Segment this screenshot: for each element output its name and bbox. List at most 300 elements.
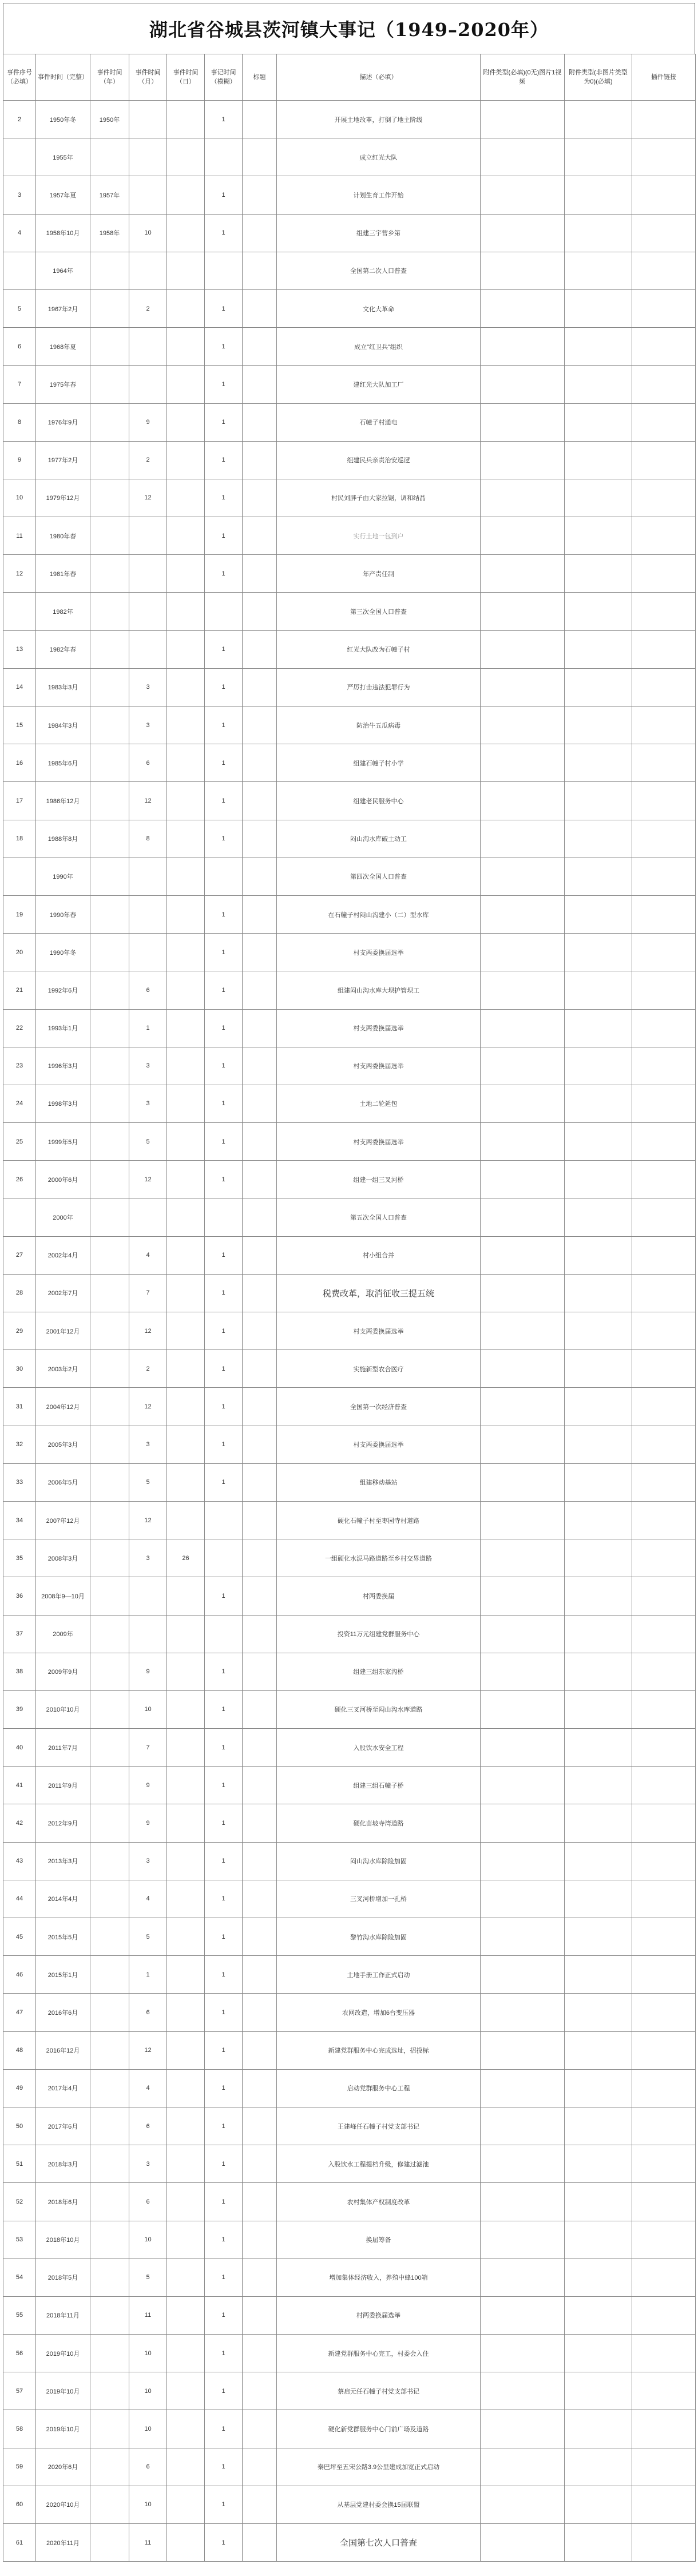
event-description-cell: 村支两委换届选举 [277, 1426, 481, 1463]
event-month-cell: 9 [129, 403, 167, 441]
event-year-cell [90, 1274, 129, 1312]
table-row [3, 1047, 696, 1085]
event-title-cell [243, 1729, 277, 1767]
event-time-cell: 2017年6月 [36, 2107, 90, 2145]
fuzzy-time-cell: 1 [205, 1085, 243, 1122]
column-header: 事件时间（月） [129, 54, 167, 101]
event-year-cell [90, 820, 129, 858]
table-row [3, 895, 696, 933]
fuzzy-time-cell: 1 [205, 176, 243, 214]
event-time-cell: 2018年6月 [36, 2183, 90, 2221]
event-month-cell: 3 [129, 1085, 167, 1122]
column-header: 事件时间（年） [90, 54, 129, 101]
event-year-cell [90, 668, 129, 706]
event-title-cell [243, 1388, 277, 1426]
event-description-cell: 实施新型农合医疗 [277, 1350, 481, 1388]
event-description-cell: 计划生育工作开始 [277, 176, 481, 214]
fuzzy-time-cell: 1 [205, 668, 243, 706]
event-day-cell [167, 2486, 205, 2523]
fuzzy-time-cell [205, 858, 243, 895]
event-number-cell [3, 858, 36, 895]
fuzzy-time-cell: 1 [205, 479, 243, 517]
event-number-cell: 19 [3, 895, 36, 933]
event-title-cell [243, 176, 277, 214]
event-title-cell [243, 706, 277, 744]
attachment-kind-cell [565, 101, 632, 138]
event-number-cell: 34 [3, 1501, 36, 1539]
attachment-kind-cell [565, 1918, 632, 1956]
table-row [3, 1350, 696, 1388]
event-month-cell: 6 [129, 744, 167, 782]
event-time-cell: 2019年10月 [36, 2410, 90, 2448]
event-month-cell: 10 [129, 2335, 167, 2372]
event-description-cell: 换届筹备 [277, 2221, 481, 2259]
column-header: 事件序号（必填） [3, 54, 36, 101]
event-month-cell: 2 [129, 1350, 167, 1388]
event-number-cell: 23 [3, 1047, 36, 1085]
attachment-kind-cell [565, 2335, 632, 2372]
event-description-cell: 土地二轮延包 [277, 1085, 481, 1122]
fuzzy-time-cell: 1 [205, 744, 243, 782]
plugin-link-cell [632, 1350, 696, 1388]
event-time-cell: 2007年12月 [36, 1501, 90, 1539]
event-year-cell [90, 1161, 129, 1198]
event-number-cell: 29 [3, 1312, 36, 1350]
plugin-link-cell [632, 2372, 696, 2410]
event-description-cell: 组建三宇营乡第 [277, 214, 481, 252]
event-title-cell [243, 1426, 277, 1463]
event-title-cell [243, 858, 277, 895]
event-number-cell: 47 [3, 1994, 36, 2031]
attachment-kind-cell [565, 630, 632, 668]
event-day-cell [167, 820, 205, 858]
attachment-type-cell [481, 1918, 565, 1956]
event-number-cell: 26 [3, 1161, 36, 1198]
attachment-type-cell [481, 1842, 565, 1880]
fuzzy-time-cell: 1 [205, 1880, 243, 1918]
table-row [3, 630, 696, 668]
event-description-cell: 实行土地一包到户 [277, 517, 481, 555]
fuzzy-time-cell: 1 [205, 782, 243, 820]
attachment-kind-cell [565, 138, 632, 176]
table-row [3, 1804, 696, 1842]
table-row [3, 1085, 696, 1122]
attachment-type-cell [481, 1615, 565, 1653]
event-description-cell: 组建一组三叉河桥 [277, 1161, 481, 1198]
fuzzy-time-cell: 1 [205, 2145, 243, 2183]
attachment-type-cell [481, 1274, 565, 1312]
attachment-kind-cell [565, 1009, 632, 1047]
event-title-cell [243, 1009, 277, 1047]
event-number-cell [3, 1198, 36, 1236]
event-day-cell [167, 1956, 205, 1994]
event-number-cell: 20 [3, 934, 36, 971]
event-description-cell: 土地手册工作正式启动 [277, 1956, 481, 1994]
event-title-cell [243, 2221, 277, 2259]
plugin-link-cell [632, 1123, 696, 1161]
attachment-type-cell [481, 1653, 565, 1690]
attachment-kind-cell [565, 1312, 632, 1350]
event-month-cell: 3 [129, 1842, 167, 1880]
column-header: 描述（必填） [277, 54, 481, 101]
event-day-cell [167, 2448, 205, 2486]
event-day-cell [167, 1880, 205, 1918]
event-number-cell: 58 [3, 2410, 36, 2448]
event-description-cell: 硬化三叉河桥至闷山沟水库道路 [277, 1690, 481, 1728]
event-month-cell: 3 [129, 1539, 167, 1577]
table-row [3, 214, 696, 252]
event-year-cell [90, 2107, 129, 2145]
table-row [3, 2372, 696, 2410]
attachment-kind-cell [565, 252, 632, 289]
attachment-type-cell [481, 1236, 565, 1274]
event-day-cell [167, 517, 205, 555]
event-number-cell: 30 [3, 1350, 36, 1388]
event-number-cell: 59 [3, 2448, 36, 2486]
event-number-cell: 11 [3, 517, 36, 555]
event-year-cell [90, 1577, 129, 1615]
event-number-cell: 48 [3, 2031, 36, 2069]
plugin-link-cell [632, 138, 696, 176]
table-row [3, 706, 696, 744]
plugin-link-cell [632, 252, 696, 289]
fuzzy-time-cell: 1 [205, 820, 243, 858]
plugin-link-cell [632, 1198, 696, 1236]
event-time-cell: 2016年6月 [36, 1994, 90, 2031]
event-year-cell [90, 895, 129, 933]
event-month-cell: 4 [129, 2069, 167, 2107]
event-month-cell: 3 [129, 1047, 167, 1085]
plugin-link-cell [632, 1956, 696, 1994]
event-time-cell: 2014年4月 [36, 1880, 90, 1918]
attachment-type-cell [481, 1198, 565, 1236]
plugin-link-cell [632, 971, 696, 1009]
event-day-cell [167, 366, 205, 403]
event-month-cell: 6 [129, 2448, 167, 2486]
event-day-cell [167, 1236, 205, 1274]
fuzzy-time-cell: 1 [205, 214, 243, 252]
table-row [3, 2031, 696, 2069]
event-year-cell [90, 2296, 129, 2334]
event-day-cell [167, 1767, 205, 1804]
table-row [3, 1312, 696, 1350]
table-row [3, 366, 696, 403]
event-day-cell [167, 555, 205, 593]
table-row [3, 2410, 696, 2448]
event-time-cell: 1964年 [36, 252, 90, 289]
table-row [3, 1009, 696, 1047]
fuzzy-time-cell: 1 [205, 1690, 243, 1728]
event-time-cell: 1976年9月 [36, 403, 90, 441]
event-number-cell: 38 [3, 1653, 36, 1690]
table-row [3, 782, 696, 820]
table-row [3, 2448, 696, 2486]
event-day-cell [167, 1123, 205, 1161]
event-year-cell: 1950年 [90, 101, 129, 138]
attachment-type-cell [481, 2259, 565, 2296]
event-year-cell: 1957年 [90, 176, 129, 214]
plugin-link-cell [632, 2069, 696, 2107]
event-time-cell: 2015年5月 [36, 1918, 90, 1956]
fuzzy-time-cell: 1 [205, 895, 243, 933]
event-month-cell: 9 [129, 1767, 167, 1804]
event-day-cell [167, 328, 205, 366]
event-year-cell [90, 934, 129, 971]
attachment-kind-cell [565, 441, 632, 479]
event-month-cell [129, 1198, 167, 1236]
event-time-cell: 1981年春 [36, 555, 90, 593]
table-row [3, 441, 696, 479]
attachment-type-cell [481, 101, 565, 138]
event-description-cell: 石幢子村通电 [277, 403, 481, 441]
table-row [3, 2524, 696, 2562]
event-year-cell [90, 1463, 129, 1501]
header-row [3, 54, 696, 101]
fuzzy-time-cell [205, 1615, 243, 1653]
fuzzy-time-cell: 1 [205, 2448, 243, 2486]
event-description-cell: 村支两委换届选举 [277, 1047, 481, 1085]
event-title-cell [243, 895, 277, 933]
event-year-cell [90, 1047, 129, 1085]
event-year-cell [90, 289, 129, 327]
event-month-cell: 5 [129, 1918, 167, 1956]
event-title-cell [243, 101, 277, 138]
event-year-cell [90, 555, 129, 593]
plugin-link-cell [632, 1161, 696, 1198]
plugin-link-cell [632, 1653, 696, 1690]
fuzzy-time-cell: 1 [205, 630, 243, 668]
table-row [3, 2145, 696, 2183]
table-row [3, 934, 696, 971]
attachment-type-cell [481, 366, 565, 403]
event-time-cell: 1982年 [36, 593, 90, 630]
attachment-type-cell [481, 2448, 565, 2486]
attachment-kind-cell [565, 820, 632, 858]
event-number-cell: 49 [3, 2069, 36, 2107]
attachment-type-cell [481, 895, 565, 933]
attachment-type-cell [481, 2107, 565, 2145]
attachment-kind-cell [565, 1729, 632, 1767]
event-month-cell [129, 366, 167, 403]
event-number-cell: 37 [3, 1615, 36, 1653]
event-number-cell: 28 [3, 1274, 36, 1312]
event-year-cell [90, 1767, 129, 1804]
event-number-cell: 6 [3, 328, 36, 366]
event-time-cell: 1990年春 [36, 895, 90, 933]
event-title-cell [243, 1501, 277, 1539]
column-header: 附件类型(非图片类型为0)(必填) [565, 54, 632, 101]
attachment-kind-cell [565, 668, 632, 706]
event-time-cell: 2004年12月 [36, 1388, 90, 1426]
attachment-type-cell [481, 2335, 565, 2372]
fuzzy-time-cell: 1 [205, 1388, 243, 1426]
event-month-cell [129, 252, 167, 289]
event-title-cell [243, 934, 277, 971]
attachment-kind-cell [565, 858, 632, 895]
event-time-cell: 1967年2月 [36, 289, 90, 327]
attachment-kind-cell [565, 2296, 632, 2334]
attachment-type-cell [481, 1388, 565, 1426]
attachment-type-cell [481, 1956, 565, 1994]
attachment-kind-cell [565, 2486, 632, 2523]
table-row [3, 1880, 696, 1918]
table-row [3, 176, 696, 214]
event-time-cell: 2015年1月 [36, 1956, 90, 1994]
event-title-cell [243, 366, 277, 403]
event-day-cell: 26 [167, 1539, 205, 1577]
fuzzy-time-cell: 1 [205, 1463, 243, 1501]
fuzzy-time-cell: 1 [205, 1767, 243, 1804]
fuzzy-time-cell: 1 [205, 2221, 243, 2259]
event-month-cell: 9 [129, 1804, 167, 1842]
event-number-cell: 25 [3, 1123, 36, 1161]
attachment-kind-cell [565, 1047, 632, 1085]
event-month-cell: 1 [129, 1956, 167, 1994]
event-month-cell [129, 101, 167, 138]
plugin-link-cell [632, 1236, 696, 1274]
event-day-cell [167, 1804, 205, 1842]
attachment-type-cell [481, 1426, 565, 1463]
event-month-cell: 6 [129, 2107, 167, 2145]
event-month-cell [129, 934, 167, 971]
attachment-kind-cell [565, 1880, 632, 1918]
event-time-cell: 2018年5月 [36, 2259, 90, 2296]
event-title-cell [243, 1123, 277, 1161]
event-number-cell: 15 [3, 706, 36, 744]
attachment-type-cell [481, 1123, 565, 1161]
event-year-cell [90, 858, 129, 895]
event-day-cell [167, 744, 205, 782]
event-time-cell: 1958年10月 [36, 214, 90, 252]
event-month-cell [129, 593, 167, 630]
event-day-cell [167, 1198, 205, 1236]
event-number-cell: 35 [3, 1539, 36, 1577]
event-description-cell: 村民刘胖子由大家拉锯，调和结晶 [277, 479, 481, 517]
fuzzy-time-cell: 1 [205, 2372, 243, 2410]
attachment-type-cell [481, 593, 565, 630]
attachment-kind-cell [565, 895, 632, 933]
attachment-kind-cell [565, 1161, 632, 1198]
event-title-cell [243, 1085, 277, 1122]
table-row [3, 1198, 696, 1236]
event-month-cell: 2 [129, 441, 167, 479]
event-number-cell: 57 [3, 2372, 36, 2410]
attachment-type-cell [481, 328, 565, 366]
table-row [3, 2221, 696, 2259]
attachment-type-cell [481, 1729, 565, 1767]
event-title-cell [243, 2069, 277, 2107]
plugin-link-cell [632, 593, 696, 630]
event-title-cell [243, 517, 277, 555]
attachment-kind-cell [565, 1388, 632, 1426]
event-number-cell: 45 [3, 1918, 36, 1956]
event-title-cell [243, 1539, 277, 1577]
attachment-kind-cell [565, 1690, 632, 1728]
event-month-cell: 5 [129, 2259, 167, 2296]
event-year-cell [90, 328, 129, 366]
table-row [3, 555, 696, 593]
event-number-cell: 5 [3, 289, 36, 327]
event-day-cell [167, 1842, 205, 1880]
fuzzy-time-cell: 1 [205, 2296, 243, 2334]
fuzzy-time-cell: 1 [205, 1918, 243, 1956]
chronicle-sheet [3, 3, 695, 2562]
event-description-cell: 村支两委换届选举 [277, 1009, 481, 1047]
fuzzy-time-cell: 1 [205, 403, 243, 441]
event-number-cell: 55 [3, 2296, 36, 2334]
fuzzy-time-cell: 1 [205, 1729, 243, 1767]
event-description-cell: 税费改革，取消征收三提五统 [277, 1274, 481, 1312]
event-year-cell [90, 1123, 129, 1161]
plugin-link-cell [632, 1615, 696, 1653]
fuzzy-time-cell: 1 [205, 2069, 243, 2107]
event-month-cell: 12 [129, 479, 167, 517]
event-time-cell: 1975年春 [36, 366, 90, 403]
fuzzy-time-cell: 1 [205, 1236, 243, 1274]
event-description-cell: 三叉河桥增加一孔桥 [277, 1880, 481, 1918]
event-number-cell: 7 [3, 366, 36, 403]
attachment-kind-cell [565, 1956, 632, 1994]
event-title-cell [243, 1312, 277, 1350]
plugin-link-cell [632, 820, 696, 858]
plugin-link-cell [632, 2183, 696, 2221]
attachment-kind-cell [565, 214, 632, 252]
event-time-cell: 1988年8月 [36, 820, 90, 858]
event-time-cell: 1990年 [36, 858, 90, 895]
fuzzy-time-cell: 1 [205, 2524, 243, 2562]
event-description-cell: 严厉打击违法犯罪行为 [277, 668, 481, 706]
table-row [3, 971, 696, 1009]
event-time-cell: 2003年2月 [36, 1350, 90, 1388]
plugin-link-cell [632, 895, 696, 933]
event-day-cell [167, 289, 205, 327]
event-time-cell: 1996年3月 [36, 1047, 90, 1085]
plugin-link-cell [632, 1767, 696, 1804]
attachment-kind-cell [565, 328, 632, 366]
attachment-kind-cell [565, 1653, 632, 1690]
event-day-cell [167, 2221, 205, 2259]
event-title-cell [243, 1804, 277, 1842]
event-title-cell [243, 1767, 277, 1804]
event-year-cell [90, 2448, 129, 2486]
event-number-cell: 42 [3, 1804, 36, 1842]
attachment-type-cell [481, 2410, 565, 2448]
plugin-link-cell [632, 1918, 696, 1956]
event-number-cell: 3 [3, 176, 36, 214]
attachment-type-cell [481, 403, 565, 441]
fuzzy-time-cell: 1 [205, 934, 243, 971]
event-description-cell: 组建老民服务中心 [277, 782, 481, 820]
attachment-type-cell [481, 138, 565, 176]
attachment-kind-cell [565, 1274, 632, 1312]
event-day-cell [167, 858, 205, 895]
event-time-cell: 1955年 [36, 138, 90, 176]
attachment-kind-cell [565, 2372, 632, 2410]
table-row [3, 1388, 696, 1426]
event-month-cell [129, 630, 167, 668]
event-year-cell [90, 138, 129, 176]
event-month-cell: 3 [129, 2145, 167, 2183]
event-time-cell: 2018年10月 [36, 2221, 90, 2259]
attachment-type-cell [481, 1804, 565, 1842]
plugin-link-cell [632, 2524, 696, 2562]
event-day-cell [167, 1274, 205, 1312]
event-month-cell: 12 [129, 1161, 167, 1198]
event-year-cell [90, 1539, 129, 1577]
plugin-link-cell [632, 2145, 696, 2183]
event-title-cell [243, 1047, 277, 1085]
event-month-cell: 3 [129, 668, 167, 706]
